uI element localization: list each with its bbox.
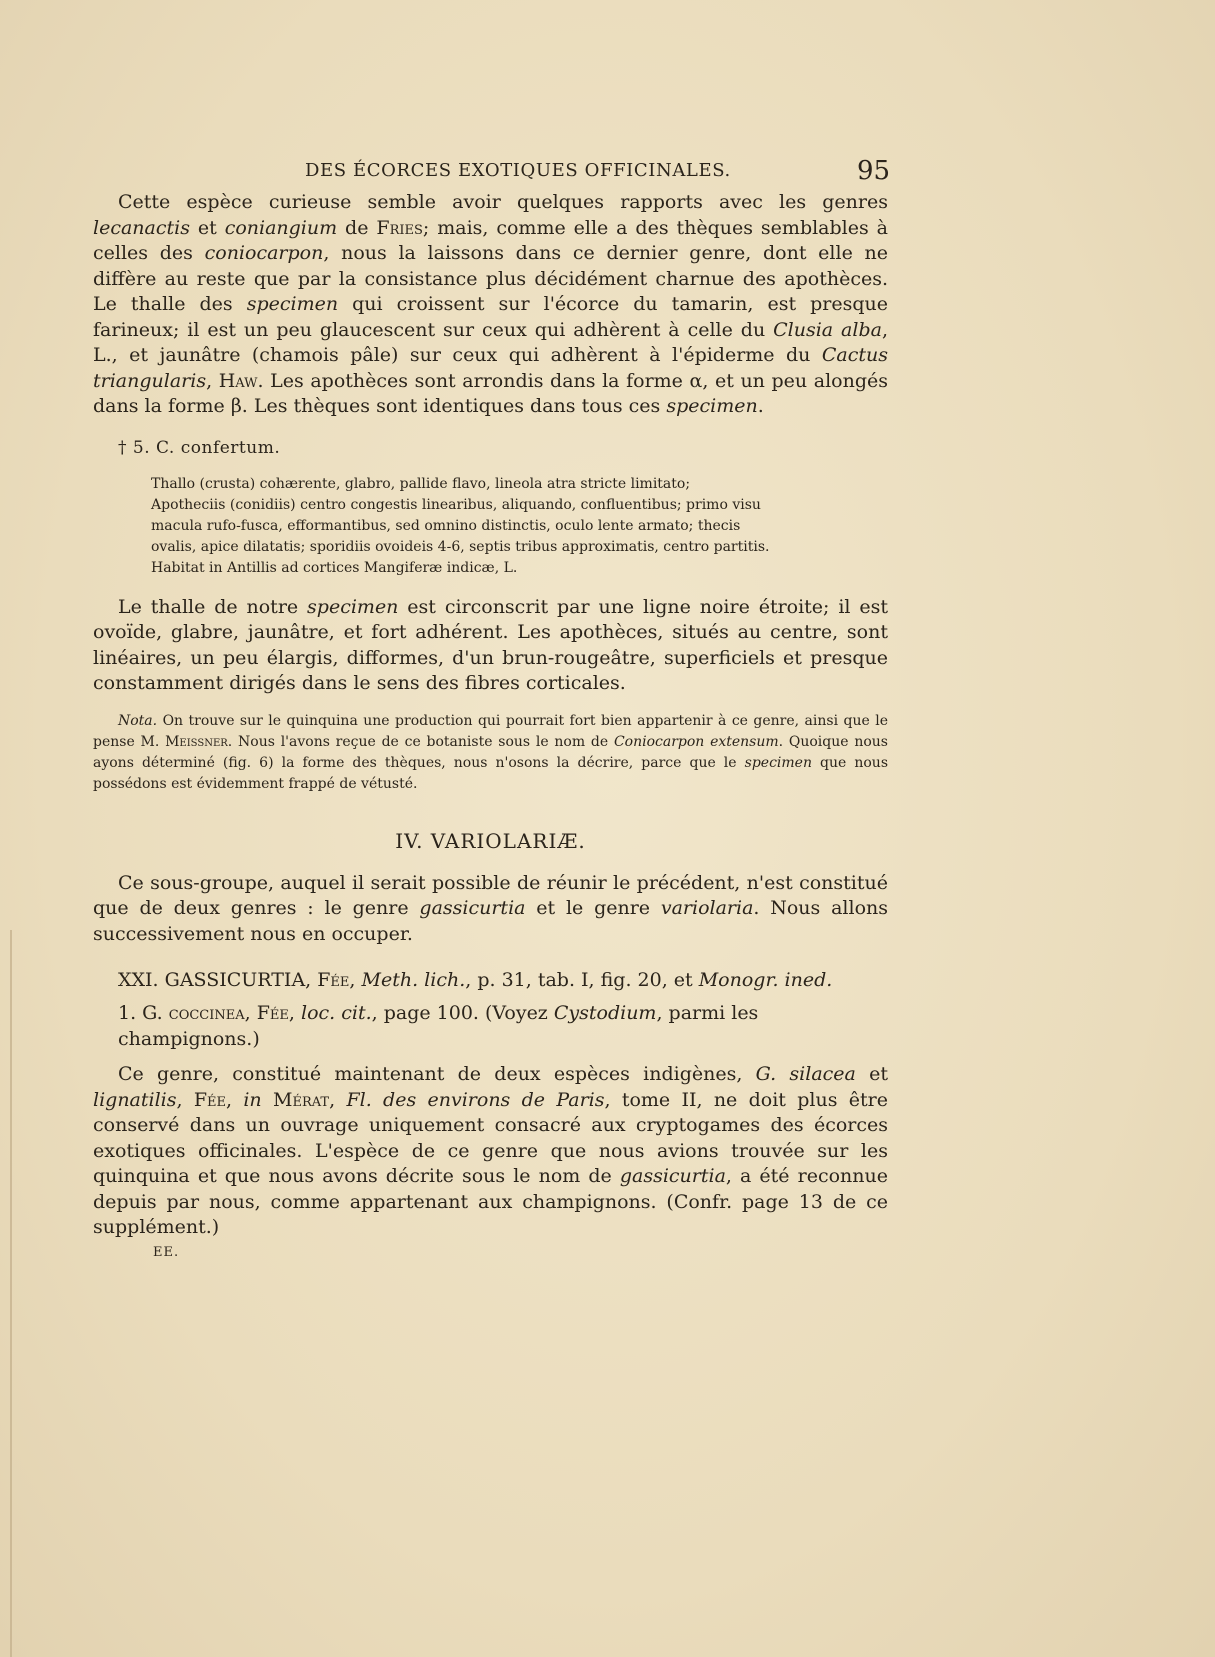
taxon-name: Coniocarpon extensum — [613, 733, 779, 750]
text-run: On trouve sur le quinquina une production qui pourrait fort bien appartenir à ce genre, ainsi que le pense M. — [93, 712, 888, 750]
text-run: . Quoique nous ayons déterminé (fig. 6) la forme des thèques, nous n'osons la décrire, parce que le — [93, 733, 888, 771]
latin-diagnosis — [151, 474, 888, 579]
latin-line: ovalis, apice dilatatis; sporidiis ovoideis 4-6, septis tribus approximatis, centro partitis. — [151, 538, 770, 555]
text-run: . Nous l'avons reçue de ce botaniste sous le nom de — [227, 733, 614, 750]
italic-term: specimen — [666, 395, 758, 417]
section-heading: IV. VARIOLARIÆ. — [395, 828, 586, 853]
taxon-name: G. silacea — [755, 1063, 856, 1085]
text-run: . Nous allons successivement nous en occuper. — [93, 897, 888, 945]
text-run: et — [855, 1063, 888, 1085]
genus-heading — [118, 969, 888, 991]
author-name: Mérat — [273, 1088, 330, 1111]
text-run: qui croissent sur l'écorce du tamarin, est presque farineux; il est un peu glaucescent sur ceux qui adhèrent à celle du — [93, 293, 889, 341]
author-name: Fries — [376, 216, 423, 239]
text-run: . — [757, 395, 764, 417]
text-run: , p. 31, tab. I, fig. 20, et — [465, 969, 699, 991]
latin-line: Apotheciis (conidiis) centro congestis linearibus, aliquando, confluentibus; primo visu — [151, 496, 761, 513]
text-run: , a été reconnue depuis par nous, comme appartenant aux champignons. (Confr. page 13 de ce supplément.) — [93, 1165, 888, 1238]
species-epithet: coccinea — [168, 1002, 245, 1024]
italic-term: specimen — [307, 595, 399, 618]
author-name: Haw — [218, 369, 258, 392]
taxon-name: Clusia alba — [773, 318, 882, 341]
text-run: 1. G. — [118, 1002, 169, 1024]
text-run: , — [329, 1088, 347, 1111]
text-run: ; mais, comme elle a des thèques semblables à celles des — [93, 216, 888, 264]
text-run: . Les apothèces sont arrondis dans la forme α, et un peu alongés dans la forme β. Les thèques sont identiques dans tous ces — [93, 369, 888, 417]
text-run: , — [288, 1002, 301, 1024]
text-run: Le thalle de notre — [118, 595, 308, 618]
text-run: , nous la laissons dans ce dernier genre, dont elle ne diffère au reste que par la consistance plus décidément charnue des apothèces. Le thalle des — [93, 242, 888, 315]
running-title: DES ÉCORCES EXOTIQUES OFFICINALES. — [305, 160, 731, 181]
species-heading: † 5. C. confertum. — [118, 437, 281, 458]
citation: Meth. lich. — [361, 969, 466, 991]
page-body — [93, 190, 888, 1260]
paragraph-genus-discussion — [93, 1062, 888, 1241]
text-run: , — [206, 369, 219, 392]
taxon-name: gassicurtia — [419, 897, 526, 919]
page-number: 95 — [857, 156, 891, 186]
species-entry — [118, 1001, 888, 1052]
italic-term: specimen — [246, 293, 339, 315]
text-run: Ce genre, constitué maintenant de deux espèces indigènes, — [118, 1063, 756, 1085]
latin-line: Thallo (crusta) cohærente, glabro, pallide flavo, lineola atra stricte limitato; — [151, 475, 691, 492]
citation: loc. cit. — [301, 1002, 372, 1024]
text-run: que nous possédons est évidemment frappé de vétusté. — [93, 754, 888, 792]
author-name: Fée — [256, 1002, 289, 1024]
text-run: , — [349, 969, 362, 991]
taxon-name: Cactus triangularis — [93, 344, 888, 392]
taxon-name: lignatilis — [93, 1088, 177, 1111]
author-name: Fée — [193, 1088, 227, 1111]
latin-line: macula rufo-fusca, efformantibus, sed omnino distinctis, oculo lente armato; thecis — [151, 517, 741, 534]
text-run: , — [176, 1088, 194, 1111]
nota-label: Nota. — [118, 712, 158, 729]
text-run: Cette espèce curieuse semble avoir quelques rapports avec les genres — [118, 191, 888, 213]
text-run: , parmi les champignons.) — [118, 1002, 759, 1050]
italic-term: in — [243, 1088, 262, 1111]
text-run: XXI. GASSICURTIA, — [118, 969, 318, 991]
text-run: de — [337, 216, 377, 239]
text-run: , tome II, ne doit plus être conservé dans un ouvrage uniquement consacré aux cryptogames des écorces exotiques officinales. L'espèce de ce genre que nous avions trouvée sur les quinquina et que nous avons décrite sous le nom de — [93, 1088, 888, 1187]
citation: Fl. des environs de Paris — [346, 1088, 605, 1111]
text-run: et — [189, 216, 225, 239]
text-run: et le genre — [525, 897, 661, 919]
text-run: , page 100. (Voyez — [371, 1002, 554, 1024]
catchword: EE. — [153, 1244, 180, 1260]
text-run: , — [226, 1088, 244, 1111]
taxon-name: coniocarpon — [204, 242, 324, 264]
text-run: , L., et jaunâtre (chamois pâle) sur ceux qui adhèrent à l'épiderme du — [93, 318, 888, 366]
author-name: Fée — [317, 969, 350, 991]
taxon-name: lecanactis — [93, 216, 190, 239]
running-header — [0, 156, 1215, 190]
text-run: , — [244, 1002, 257, 1024]
page-fold-line — [10, 930, 12, 1657]
latin-line: Habitat in Antillis ad cortices Mangiferæ indicæ, L. — [151, 559, 518, 576]
text-run: Ce sous-groupe, auquel il serait possible de réunir le précédent, n'est constitué que de deux genres : le genre — [93, 871, 888, 919]
text-run — [262, 1089, 273, 1111]
paragraph-coniocarpon-discussion — [93, 190, 888, 420]
taxon-name: Cystodium — [553, 1002, 657, 1024]
text-run: est circonscrit par une ligne noire étroite; il est ovoïde, glabre, jaunâtre, et fort adhérent. Les apothèces, situés au centre, sont linéaires, un peu élargis, difformes, d'un brun-rougeâtre, superficiels et presque constamment dirigés dans le sens des fibres corticales. — [93, 595, 889, 694]
taxon-name: variolaria — [660, 897, 754, 919]
author-name: Meissner — [165, 733, 228, 750]
paragraph-thalle-description — [93, 595, 888, 697]
citation: Monogr. ined. — [698, 969, 833, 991]
taxon-name: gassicurtia — [619, 1165, 726, 1187]
paragraph-subgroup-intro — [93, 871, 888, 948]
nota-paragraph — [93, 711, 888, 795]
italic-term: specimen — [744, 754, 812, 771]
taxon-name: coniangium — [224, 216, 338, 239]
